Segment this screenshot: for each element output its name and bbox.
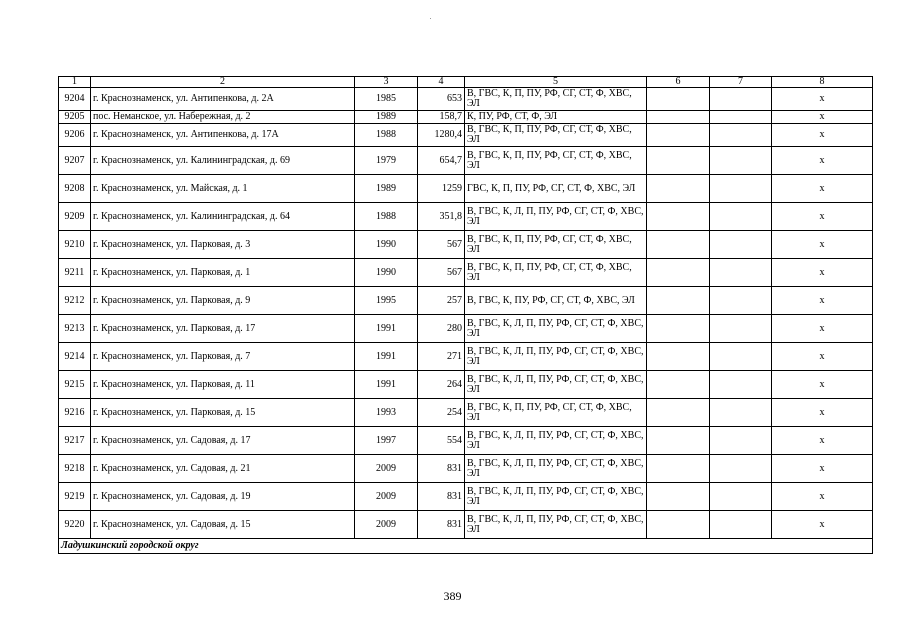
- col8-cell: х: [772, 175, 873, 203]
- col6-cell: [647, 203, 710, 231]
- year-cell: 1991: [355, 371, 418, 399]
- year-cell: 1993: [355, 399, 418, 427]
- utilities-cell: ГВС, К, П, ПУ, РФ, СГ, СТ, Ф, ХВС, ЭЛ: [465, 175, 647, 203]
- table-row: [59, 203, 873, 231]
- col7-cell: [710, 455, 772, 483]
- row-id-cell: 9215: [59, 371, 91, 399]
- utilities-cell: В, ГВС, К, Л, П, ПУ, РФ, СГ, СТ, Ф, ХВС, ЭЛ: [465, 427, 647, 455]
- address-cell: пос. Неманское, ул. Набережная, д. 2: [91, 111, 355, 124]
- header-cell-6: 6: [647, 77, 710, 88]
- address-cell: г. Краснознаменск, ул. Парковая, д. 7: [91, 343, 355, 371]
- row-id-cell: 9212: [59, 287, 91, 315]
- table-body: [59, 77, 873, 554]
- utilities-cell: В, ГВС, К, П, ПУ, РФ, СГ, СТ, Ф, ХВС, ЭЛ: [465, 88, 647, 111]
- col6-cell: [647, 111, 710, 124]
- utilities-cell: В, ГВС, К, Л, П, ПУ, РФ, СГ, СТ, Ф, ХВС, ЭЛ: [465, 315, 647, 343]
- row-id-cell: 9216: [59, 399, 91, 427]
- address-cell: г. Краснознаменск, ул. Парковая, д. 15: [91, 399, 355, 427]
- table-row: [59, 147, 873, 175]
- header-cell-4: 4: [418, 77, 465, 88]
- address-cell: г. Краснознаменск, ул. Калининградская, д. 69: [91, 147, 355, 175]
- row-id-cell: 9213: [59, 315, 91, 343]
- col8-cell: х: [772, 259, 873, 287]
- utilities-cell: В, ГВС, К, П, ПУ, РФ, СГ, СТ, Ф, ХВС, ЭЛ: [465, 124, 647, 147]
- header-cell-1: 1: [59, 77, 91, 88]
- col8-cell: х: [772, 231, 873, 259]
- row-id-cell: 9209: [59, 203, 91, 231]
- address-cell: г. Краснознаменск, ул. Калининградская, д. 64: [91, 203, 355, 231]
- header-cell-5: 5: [465, 77, 647, 88]
- col8-cell: х: [772, 315, 873, 343]
- area-cell: 831: [418, 483, 465, 511]
- col8-cell: х: [772, 371, 873, 399]
- col8-cell: х: [772, 343, 873, 371]
- col7-cell: [710, 343, 772, 371]
- row-id-cell: 9214: [59, 343, 91, 371]
- area-cell: 554: [418, 427, 465, 455]
- col6-cell: [647, 399, 710, 427]
- col6-cell: [647, 427, 710, 455]
- utilities-cell: В, ГВС, К, Л, П, ПУ, РФ, СГ, СТ, Ф, ХВС, ЭЛ: [465, 343, 647, 371]
- utilities-cell: В, ГВС, К, П, ПУ, РФ, СГ, СТ, Ф, ХВС, ЭЛ: [465, 259, 647, 287]
- year-cell: 1988: [355, 203, 418, 231]
- year-cell: 1990: [355, 259, 418, 287]
- row-id-cell: 9207: [59, 147, 91, 175]
- area-cell: 257: [418, 287, 465, 315]
- address-cell: г. Краснознаменск, ул. Антипенкова, д. 2А: [91, 88, 355, 111]
- table-row: [59, 427, 873, 455]
- col6-cell: [647, 124, 710, 147]
- section-row: [59, 539, 873, 554]
- address-cell: г. Краснознаменск, ул. Парковая, д. 9: [91, 287, 355, 315]
- address-cell: г. Краснознаменск, ул. Садовая, д. 21: [91, 455, 355, 483]
- address-cell: г. Краснознаменск, ул. Майская, д. 1: [91, 175, 355, 203]
- header-cell-7: 7: [710, 77, 772, 88]
- header-cell-2: 2: [91, 77, 355, 88]
- table-row: [59, 483, 873, 511]
- header-cell-8: 8: [772, 77, 873, 88]
- year-cell: 1991: [355, 315, 418, 343]
- address-cell: г. Краснознаменск, ул. Парковая, д. 3: [91, 231, 355, 259]
- utilities-cell: В, ГВС, К, Л, П, ПУ, РФ, СГ, СТ, Ф, ХВС, ЭЛ: [465, 455, 647, 483]
- utilities-cell: В, ГВС, К, П, ПУ, РФ, СГ, СТ, Ф, ХВС, ЭЛ: [465, 231, 647, 259]
- col7-cell: [710, 88, 772, 111]
- utilities-cell: В, ГВС, К, П, ПУ, РФ, СГ, СТ, Ф, ХВС, ЭЛ: [465, 147, 647, 175]
- col7-cell: [710, 231, 772, 259]
- col8-cell: х: [772, 287, 873, 315]
- year-cell: 2009: [355, 455, 418, 483]
- year-cell: 1990: [355, 231, 418, 259]
- row-id-cell: 9204: [59, 88, 91, 111]
- col8-cell: х: [772, 111, 873, 124]
- col6-cell: [647, 343, 710, 371]
- col6-cell: [647, 483, 710, 511]
- utilities-cell: В, ГВС, К, Л, П, ПУ, РФ, СГ, СТ, Ф, ХВС, ЭЛ: [465, 511, 647, 539]
- utilities-cell: В, ГВС, К, Л, П, ПУ, РФ, СГ, СТ, Ф, ХВС, ЭЛ: [465, 203, 647, 231]
- row-id-cell: 9219: [59, 483, 91, 511]
- area-cell: 567: [418, 259, 465, 287]
- address-cell: г. Краснознаменск, ул. Садовая, д. 17: [91, 427, 355, 455]
- table-row: [59, 287, 873, 315]
- table-row: [59, 315, 873, 343]
- address-cell: г. Краснознаменск, ул. Садовая, д. 15: [91, 511, 355, 539]
- table-row: [59, 111, 873, 124]
- area-cell: 567: [418, 231, 465, 259]
- address-cell: г. Краснознаменск, ул. Парковая, д. 11: [91, 371, 355, 399]
- col8-cell: х: [772, 511, 873, 539]
- utilities-cell: К, ПУ, РФ, СТ, Ф, ЭЛ: [465, 111, 647, 124]
- year-cell: 1989: [355, 175, 418, 203]
- year-cell: 1995: [355, 287, 418, 315]
- col7-cell: [710, 259, 772, 287]
- housing-table: [58, 76, 873, 554]
- col6-cell: [647, 231, 710, 259]
- col7-cell: [710, 124, 772, 147]
- area-cell: 158,7: [418, 111, 465, 124]
- table-row: [59, 455, 873, 483]
- utilities-cell: В, ГВС, К, П, ПУ, РФ, СГ, СТ, Ф, ХВС, ЭЛ: [465, 399, 647, 427]
- year-cell: 2009: [355, 483, 418, 511]
- col8-cell: х: [772, 399, 873, 427]
- area-cell: 831: [418, 455, 465, 483]
- table-row: [59, 399, 873, 427]
- year-cell: 1989: [355, 111, 418, 124]
- row-id-cell: 9205: [59, 111, 91, 124]
- header-row: [59, 77, 873, 88]
- col7-cell: [710, 315, 772, 343]
- table-row: [59, 511, 873, 539]
- col7-cell: [710, 175, 772, 203]
- col6-cell: [647, 147, 710, 175]
- address-cell: г. Краснознаменск, ул. Парковая, д. 17: [91, 315, 355, 343]
- col6-cell: [647, 315, 710, 343]
- col6-cell: [647, 88, 710, 111]
- table-row: [59, 371, 873, 399]
- area-cell: 831: [418, 511, 465, 539]
- col8-cell: х: [772, 483, 873, 511]
- row-id-cell: 9218: [59, 455, 91, 483]
- address-cell: г. Краснознаменск, ул. Садовая, д. 19: [91, 483, 355, 511]
- col6-cell: [647, 175, 710, 203]
- row-id-cell: 9217: [59, 427, 91, 455]
- col6-cell: [647, 259, 710, 287]
- col6-cell: [647, 287, 710, 315]
- area-cell: 271: [418, 343, 465, 371]
- col7-cell: [710, 147, 772, 175]
- year-cell: 1991: [355, 343, 418, 371]
- col6-cell: [647, 455, 710, 483]
- col7-cell: [710, 203, 772, 231]
- col7-cell: [710, 111, 772, 124]
- col7-cell: [710, 427, 772, 455]
- address-cell: г. Краснознаменск, ул. Парковая, д. 1: [91, 259, 355, 287]
- area-cell: 280: [418, 315, 465, 343]
- col7-cell: [710, 399, 772, 427]
- row-id-cell: 9206: [59, 124, 91, 147]
- table-row: [59, 88, 873, 111]
- area-cell: 653: [418, 88, 465, 111]
- area-cell: 254: [418, 399, 465, 427]
- table-row: [59, 343, 873, 371]
- utilities-cell: В, ГВС, К, Л, П, ПУ, РФ, СГ, СТ, Ф, ХВС, ЭЛ: [465, 483, 647, 511]
- scan-speck: [430, 18, 431, 19]
- year-cell: 1988: [355, 124, 418, 147]
- row-id-cell: 9211: [59, 259, 91, 287]
- table-row: [59, 124, 873, 147]
- area-cell: 264: [418, 371, 465, 399]
- year-cell: 1979: [355, 147, 418, 175]
- address-cell: г. Краснознаменск, ул. Антипенкова, д. 17А: [91, 124, 355, 147]
- col8-cell: х: [772, 124, 873, 147]
- table-row: [59, 231, 873, 259]
- col7-cell: [710, 287, 772, 315]
- col6-cell: [647, 371, 710, 399]
- page-number: 389: [443, 589, 462, 603]
- col6-cell: [647, 511, 710, 539]
- col8-cell: х: [772, 455, 873, 483]
- area-cell: 654,7: [418, 147, 465, 175]
- col8-cell: х: [772, 203, 873, 231]
- header-cell-3: 3: [355, 77, 418, 88]
- year-cell: 1997: [355, 427, 418, 455]
- year-cell: 1985: [355, 88, 418, 111]
- area-cell: 351,8: [418, 203, 465, 231]
- col7-cell: [710, 371, 772, 399]
- col7-cell: [710, 511, 772, 539]
- row-id-cell: 9210: [59, 231, 91, 259]
- col8-cell: х: [772, 427, 873, 455]
- col7-cell: [710, 483, 772, 511]
- area-cell: 1280,4: [418, 124, 465, 147]
- utilities-cell: В, ГВС, К, ПУ, РФ, СГ, СТ, Ф, ХВС, ЭЛ: [465, 287, 647, 315]
- utilities-cell: В, ГВС, К, Л, П, ПУ, РФ, СГ, СТ, Ф, ХВС, ЭЛ: [465, 371, 647, 399]
- row-id-cell: 9208: [59, 175, 91, 203]
- area-cell: 1259: [418, 175, 465, 203]
- row-id-cell: 9220: [59, 511, 91, 539]
- col8-cell: х: [772, 147, 873, 175]
- year-cell: 2009: [355, 511, 418, 539]
- section-title: Ладушкинский городской округ: [59, 539, 873, 554]
- table-row: [59, 259, 873, 287]
- table-row: [59, 175, 873, 203]
- col8-cell: х: [772, 88, 873, 111]
